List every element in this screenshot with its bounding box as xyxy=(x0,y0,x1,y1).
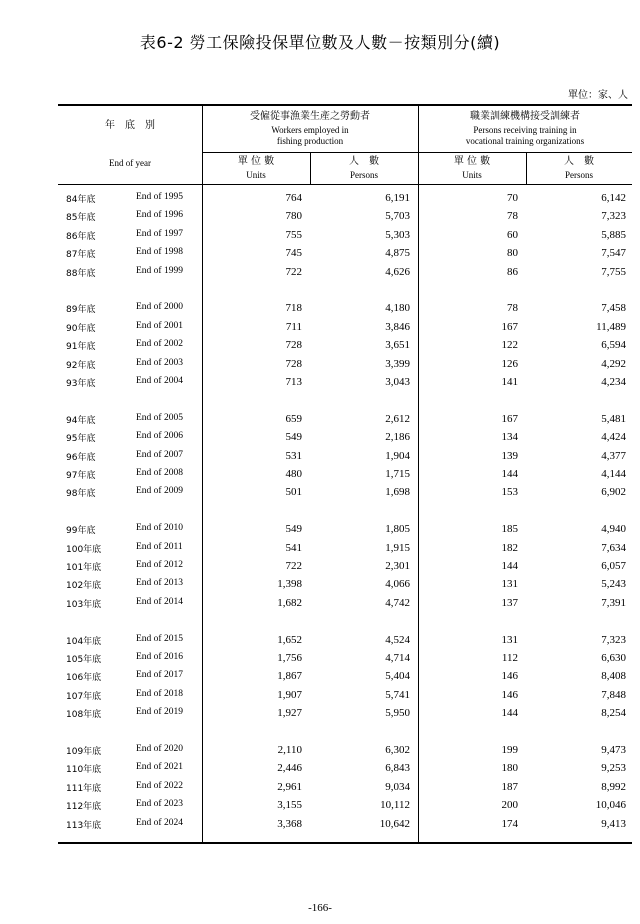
persons-training: 5,885 xyxy=(601,228,626,241)
persons-fishing: 3,651 xyxy=(385,339,410,352)
units-training: 144 xyxy=(501,468,518,480)
table-row xyxy=(58,704,632,722)
year-zh: 113年底 xyxy=(66,820,102,831)
table-row xyxy=(58,778,632,796)
units-header-zh-1: 單 位 數 xyxy=(237,156,275,167)
group1-header-en-2: fishing production xyxy=(276,136,344,146)
persons-fishing: 2,186 xyxy=(385,431,410,444)
year-zh: 93年底 xyxy=(66,379,96,389)
year-en: End of 2020 xyxy=(136,744,183,754)
table-row xyxy=(58,667,632,685)
units-fishing: 659 xyxy=(285,412,302,425)
units-training: 70 xyxy=(507,192,518,204)
table-row xyxy=(58,189,632,207)
persons-training: 4,234 xyxy=(601,376,626,388)
year-zh: 112年底 xyxy=(66,802,102,813)
units-fishing: 1,398 xyxy=(277,578,302,591)
year-en: End of 2017 xyxy=(136,670,183,681)
persons-training: 7,323 xyxy=(601,633,626,646)
persons-fishing: 6,843 xyxy=(385,762,410,775)
year-zh: 90年底 xyxy=(66,323,96,334)
table-row xyxy=(58,263,632,281)
persons-fishing: 2,301 xyxy=(385,560,410,572)
units-fishing: 549 xyxy=(285,431,302,444)
persons-training: 9,413 xyxy=(601,817,626,830)
units-fishing: 728 xyxy=(285,339,302,352)
persons-training: 4,424 xyxy=(601,431,626,444)
persons-fishing: 4,714 xyxy=(385,652,410,664)
units-header-zh-2: 單 位 數 xyxy=(453,156,491,167)
units-training: 131 xyxy=(501,633,518,646)
year-en: End of 2004 xyxy=(136,376,183,386)
header-mid-rule xyxy=(202,152,632,153)
table-row xyxy=(58,226,632,244)
persons-fishing: 5,741 xyxy=(385,688,410,701)
persons-fishing: 5,703 xyxy=(385,210,410,223)
units-fishing: 745 xyxy=(285,247,302,260)
units-training: 80 xyxy=(507,247,518,260)
units-training: 200 xyxy=(501,799,518,812)
units-fishing: 711 xyxy=(285,320,302,333)
units-training: 187 xyxy=(501,780,518,793)
units-training: 167 xyxy=(501,412,518,425)
year-en: End of 2008 xyxy=(136,468,183,478)
units-header-en-2: Units xyxy=(462,170,482,180)
units-training: 60 xyxy=(507,228,518,241)
table-row xyxy=(58,244,632,262)
table-row xyxy=(58,207,632,225)
units-training: 174 xyxy=(501,817,518,830)
persons-fishing: 4,180 xyxy=(385,302,410,315)
year-zh: 87年底 xyxy=(66,250,96,261)
persons-fishing: 10,642 xyxy=(379,817,410,830)
year-zh: 104年底 xyxy=(66,636,102,647)
year-zh: 91年底 xyxy=(66,342,96,353)
persons-training: 5,243 xyxy=(601,578,626,591)
year-en: End of 2003 xyxy=(136,357,183,368)
year-en: End of 2006 xyxy=(136,431,183,442)
units-training: 78 xyxy=(507,210,518,223)
units-fishing: 755 xyxy=(285,228,302,241)
units-training: 153 xyxy=(501,486,518,499)
units-fishing: 531 xyxy=(285,449,302,462)
units-training: 137 xyxy=(501,596,518,609)
table-row xyxy=(58,539,632,557)
persons-fishing: 5,404 xyxy=(385,670,410,683)
units-training: 126 xyxy=(501,357,518,370)
year-zh: 107年底 xyxy=(66,691,102,702)
persons-training: 7,323 xyxy=(601,210,626,223)
table-row xyxy=(58,575,632,593)
units-fishing: 2,110 xyxy=(277,744,302,756)
persons-header-zh-2: 人 數 xyxy=(564,156,594,167)
persons-training: 5,481 xyxy=(601,412,626,425)
units-fishing: 1,682 xyxy=(277,596,302,609)
units-fishing: 1,927 xyxy=(277,707,302,720)
table-row xyxy=(58,741,632,759)
table-row xyxy=(58,355,632,373)
year-zh: 105年底 xyxy=(66,655,102,665)
persons-training: 9,253 xyxy=(601,762,626,775)
persons-training: 6,142 xyxy=(601,192,626,204)
year-en: End of 2009 xyxy=(136,486,183,497)
units-fishing: 549 xyxy=(285,523,302,536)
persons-training: 9,473 xyxy=(601,744,626,756)
units-fishing: 1,756 xyxy=(277,652,302,664)
persons-fishing: 5,950 xyxy=(385,707,410,720)
table-row xyxy=(58,410,632,428)
year-en: End of 2014 xyxy=(136,596,183,607)
page-title: 表6-2 勞工保險投保單位數及人數－按類別分(續) xyxy=(139,33,501,52)
year-zh: 96年底 xyxy=(66,452,96,463)
units-training: 185 xyxy=(501,523,518,536)
units-fishing: 722 xyxy=(285,265,302,278)
units-fishing: 2,446 xyxy=(277,762,302,775)
group2-header-en-1: Persons receiving training in xyxy=(473,125,577,135)
year-zh: 111年底 xyxy=(66,783,102,794)
units-training: 86 xyxy=(507,265,518,278)
year-zh: 97年底 xyxy=(66,471,96,481)
units-fishing: 2,961 xyxy=(277,780,302,793)
year-en: End of 1995 xyxy=(136,192,183,202)
table-bottom-rule xyxy=(58,842,632,844)
persons-training: 10,046 xyxy=(595,799,626,812)
year-en: End of 1999 xyxy=(136,265,183,276)
units-training: 199 xyxy=(501,744,518,756)
units-fishing: 3,368 xyxy=(277,817,302,830)
persons-fishing: 4,626 xyxy=(385,265,410,278)
persons-fishing: 2,612 xyxy=(385,412,410,425)
table-row xyxy=(58,428,632,446)
year-en: End of 2013 xyxy=(136,578,183,589)
group2-header-zh: 職業訓練機構接受訓練者 xyxy=(470,111,580,122)
persons-training: 6,057 xyxy=(601,560,626,572)
persons-training: 6,630 xyxy=(601,652,626,664)
persons-training: 4,377 xyxy=(601,449,626,462)
units-header-en-1: Units xyxy=(246,170,266,180)
year-zh: 103年底 xyxy=(66,599,102,610)
group1-header-zh: 受僱從事漁業生產之勞動者 xyxy=(250,111,370,122)
year-zh: 110年底 xyxy=(66,765,102,776)
table-row xyxy=(58,594,632,612)
year-en: End of 2001 xyxy=(136,320,183,331)
units-fishing: 780 xyxy=(285,210,302,223)
units-training: 122 xyxy=(501,339,518,352)
persons-fishing: 4,742 xyxy=(385,596,410,609)
persons-fishing: 3,846 xyxy=(385,320,410,333)
table-row xyxy=(58,465,632,483)
year-en: End of 2018 xyxy=(136,688,183,699)
persons-fishing: 1,915 xyxy=(385,541,410,554)
persons-fishing: 10,112 xyxy=(380,799,410,812)
persons-training: 7,634 xyxy=(601,541,626,554)
units-fishing: 480 xyxy=(285,468,302,480)
persons-header-en-1: Persons xyxy=(349,170,378,180)
units-training: 139 xyxy=(501,449,518,462)
units-training: 141 xyxy=(501,376,518,388)
year-zh: 85年底 xyxy=(66,213,96,224)
units-training: 112 xyxy=(501,652,518,664)
persons-fishing: 1,904 xyxy=(385,449,410,462)
year-en: End of 2012 xyxy=(136,560,183,570)
persons-training: 4,144 xyxy=(601,468,626,480)
table-row xyxy=(58,815,632,833)
year-en: End of 2005 xyxy=(136,412,183,423)
persons-fishing: 5,303 xyxy=(385,228,410,241)
persons-fishing: 4,875 xyxy=(385,247,410,260)
year-zh: 99年底 xyxy=(66,526,96,537)
year-en: End of 2015 xyxy=(136,633,183,644)
year-zh: 102年底 xyxy=(66,581,102,592)
units-fishing: 713 xyxy=(285,376,302,388)
persons-training: 8,992 xyxy=(601,780,626,793)
year-zh: 95年底 xyxy=(66,434,96,445)
year-en: End of 2002 xyxy=(136,339,183,350)
year-en: End of 2021 xyxy=(136,762,183,773)
persons-fishing: 6,302 xyxy=(385,744,410,756)
units-training: 146 xyxy=(501,688,518,701)
table-row xyxy=(58,299,632,317)
year-header-zh: 年 底 別 xyxy=(105,120,155,131)
year-en: End of 1998 xyxy=(136,247,183,258)
table-row xyxy=(58,686,632,704)
year-zh: 89年底 xyxy=(66,305,96,316)
units-fishing: 3,155 xyxy=(277,799,302,812)
units-training: 180 xyxy=(501,762,518,775)
units-training: 144 xyxy=(501,707,518,720)
table-row xyxy=(58,649,632,667)
table-row xyxy=(58,520,632,538)
year-zh: 109年底 xyxy=(66,747,102,757)
table-row xyxy=(58,336,632,354)
persons-fishing: 1,715 xyxy=(385,468,410,480)
table-top-rule xyxy=(58,104,632,106)
persons-header-en-2: Persons xyxy=(564,170,593,180)
persons-training: 7,755 xyxy=(601,265,626,278)
year-header-en: End of year xyxy=(109,158,151,168)
table-row xyxy=(58,557,632,575)
year-en: End of 2010 xyxy=(136,523,183,534)
units-training: 182 xyxy=(501,541,518,554)
year-zh: 84年底 xyxy=(66,195,96,205)
persons-fishing: 4,066 xyxy=(385,578,410,591)
units-training: 134 xyxy=(501,431,518,444)
group2-header-en-2: vocational training organizations xyxy=(465,136,585,146)
persons-fishing: 9,034 xyxy=(385,780,410,793)
persons-training: 11,489 xyxy=(596,320,626,333)
year-zh: 106年底 xyxy=(66,673,102,684)
group1-header-en-1: Workers employed in xyxy=(271,125,349,135)
persons-training: 8,254 xyxy=(601,707,626,720)
persons-training: 7,458 xyxy=(601,302,626,315)
units-training: 131 xyxy=(501,578,518,591)
persons-training: 7,547 xyxy=(601,247,626,260)
units-training: 146 xyxy=(501,670,518,683)
year-en: End of 2000 xyxy=(136,302,183,313)
persons-training: 6,902 xyxy=(601,486,626,499)
persons-fishing: 1,698 xyxy=(385,486,410,499)
table-row xyxy=(58,447,632,465)
year-zh: 88年底 xyxy=(66,268,96,279)
units-fishing: 501 xyxy=(285,486,302,499)
year-zh: 101年底 xyxy=(66,563,102,573)
year-zh: 100年底 xyxy=(66,544,102,555)
persons-training: 4,940 xyxy=(601,523,626,536)
persons-training: 7,848 xyxy=(601,688,626,701)
header-bottom-rule xyxy=(58,184,632,185)
persons-fishing: 1,805 xyxy=(385,523,410,536)
year-zh: 98年底 xyxy=(66,489,96,500)
year-en: End of 2016 xyxy=(136,652,183,662)
year-zh: 86年底 xyxy=(66,231,96,242)
persons-training: 4,292 xyxy=(601,357,626,370)
units-fishing: 718 xyxy=(285,302,302,315)
table-row xyxy=(58,373,632,391)
year-zh: 92年底 xyxy=(66,360,96,371)
table-row xyxy=(58,631,632,649)
persons-training: 7,391 xyxy=(601,596,626,609)
persons-training: 8,408 xyxy=(601,670,626,683)
table-row xyxy=(58,759,632,777)
table-row xyxy=(58,796,632,814)
persons-fishing: 4,524 xyxy=(385,633,410,646)
units-fishing: 1,867 xyxy=(277,670,302,683)
year-en: End of 1996 xyxy=(136,210,183,221)
year-en: End of 2024 xyxy=(136,817,183,828)
persons-header-zh-1: 人 數 xyxy=(349,156,379,167)
units-training: 144 xyxy=(501,560,518,572)
units-training: 167 xyxy=(501,320,518,333)
year-en: End of 2023 xyxy=(136,799,183,810)
year-zh: 108年底 xyxy=(66,710,102,721)
year-en: End of 2007 xyxy=(136,449,183,460)
persons-training: 6,594 xyxy=(601,339,626,352)
year-en: End of 2019 xyxy=(136,707,183,718)
units-fishing: 1,907 xyxy=(277,688,302,701)
persons-fishing: 6,191 xyxy=(385,192,410,204)
persons-fishing: 3,043 xyxy=(385,376,410,388)
units-fishing: 541 xyxy=(285,541,302,554)
table-row xyxy=(58,318,632,336)
units-fishing: 764 xyxy=(285,192,302,204)
unit-label: 單位：家、人 xyxy=(568,90,628,101)
year-en: End of 1997 xyxy=(136,228,183,239)
units-fishing: 722 xyxy=(285,560,302,572)
year-zh: 94年底 xyxy=(66,415,96,426)
units-fishing: 1,652 xyxy=(277,633,302,646)
page-number: -166- xyxy=(308,902,332,914)
persons-fishing: 3,399 xyxy=(385,357,410,370)
table-row xyxy=(58,483,632,501)
units-fishing: 728 xyxy=(285,357,302,370)
units-training: 78 xyxy=(507,302,518,315)
year-en: End of 2022 xyxy=(136,780,183,791)
year-en: End of 2011 xyxy=(136,541,183,552)
